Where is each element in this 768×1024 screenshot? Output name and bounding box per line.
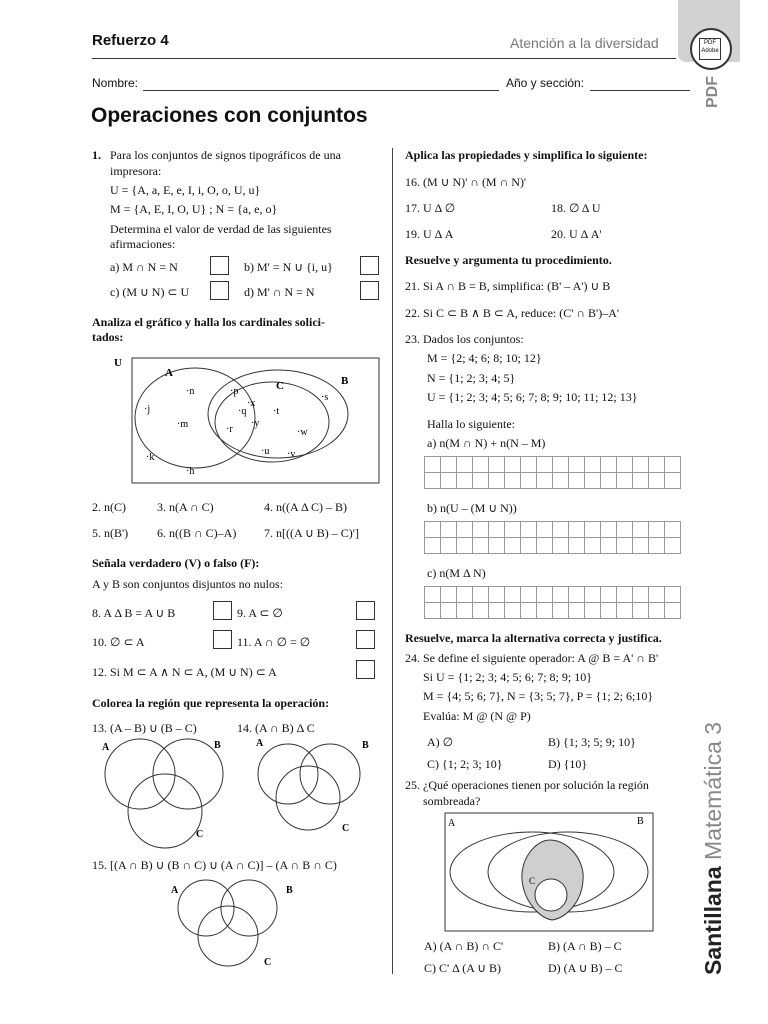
- q24-option-d[interactable]: D) {10}: [548, 757, 588, 771]
- q23-set-u: U = {1; 2; 3; 4; 5; 6; 7; 8; 9; 10; 11; 12; 13}: [427, 390, 638, 404]
- venn-elem-y: ·y: [251, 418, 260, 429]
- q23-a: a) n(M ∩ N) + n(N – M): [427, 436, 546, 450]
- venn-q14-label-b: B: [362, 740, 369, 751]
- venn-q13-c: [128, 774, 202, 848]
- nombre-label: Nombre:: [92, 76, 139, 90]
- pdf-icon-sub: Adobe: [701, 48, 719, 54]
- nombre-field[interactable]: [143, 90, 499, 91]
- q20: 20. U Δ A': [551, 227, 602, 241]
- q25-option-c[interactable]: C) C' Δ (A ∪ B): [424, 961, 502, 975]
- resuelve-heading: Resuelve y argumenta tu procedimiento.: [405, 253, 612, 267]
- venn-elem-p: ·p: [230, 386, 239, 397]
- venn-q15-label-c: C: [264, 957, 272, 968]
- q12-answer-box[interactable]: [356, 660, 375, 679]
- section-label: Atención a la diversidad: [510, 35, 659, 51]
- q23: 23. Dados los conjuntos:: [405, 332, 524, 346]
- q14: 14. (A ∩ B) Δ C: [237, 721, 315, 735]
- venn-elem-h: ·h: [186, 466, 195, 477]
- q1-line1: Para los conjuntos de signos tipográficos de una: [110, 148, 341, 162]
- venn-elem-m: ·m: [177, 419, 189, 430]
- venn-q15-b: [221, 880, 277, 936]
- q24-option-b[interactable]: B) {1; 3; 5; 9; 10}: [548, 735, 636, 749]
- venn-diagram-abc: [110, 352, 386, 490]
- q1-option-c: c) (M ∪ N) ⊂ U: [110, 285, 190, 299]
- q25-option-d[interactable]: D) (A ∪ B) – C: [548, 961, 623, 975]
- venn-q25-label-a: A: [448, 818, 456, 829]
- refuerzo-label: Refuerzo 4: [92, 32, 169, 49]
- q24-evalua: Evalúa: M @ (N @ P): [423, 709, 531, 723]
- q10-answer-box[interactable]: [213, 630, 232, 649]
- q23-halla: Halla lo siguiente:: [427, 417, 515, 431]
- q23-c: c) n(M Δ N): [427, 566, 486, 580]
- q24-option-c[interactable]: C) {1; 2; 3; 10}: [427, 757, 503, 771]
- q23-c-answer-grid[interactable]: [424, 586, 681, 619]
- venn-q15: [166, 876, 298, 970]
- q4: 4. n((A Δ C) – B): [264, 500, 348, 514]
- q21: 21. Si A ∩ B = B, simplifica: (B' – A') ∪ B: [405, 279, 611, 293]
- q23-b-answer-grid[interactable]: [424, 521, 681, 554]
- q1-a-answer-box[interactable]: [210, 256, 229, 275]
- q13: 13. (A – B) ∪ (B – C): [92, 721, 197, 735]
- pdf-side-label: PDF: [704, 76, 721, 108]
- q23-set-m: M = {2; 4; 6; 8; 10; 12}: [427, 351, 542, 365]
- q16: 16. (M ∪ N)' ∩ (M ∩ N)': [405, 175, 527, 189]
- venn-q13-label-a: A: [102, 742, 110, 753]
- venn-elem-x: ·x: [247, 398, 256, 409]
- venn-elem-v: ·v: [287, 449, 296, 460]
- venn-q25: [440, 810, 660, 934]
- venn-q15-a: [178, 880, 234, 936]
- q1-line2: impresora:: [110, 164, 162, 178]
- q10: 10. ∅ ⊂ A: [92, 635, 145, 649]
- venn-label-c: C: [276, 380, 284, 392]
- q23-a-answer-grid[interactable]: [424, 456, 681, 489]
- q23-set-n: N = {1; 2; 3; 4; 5}: [427, 371, 516, 385]
- venn-elem-w: ·w: [297, 427, 308, 438]
- q1-line6: afirmaciones:: [110, 237, 176, 251]
- venn-q14-c: [276, 766, 340, 830]
- anio-field[interactable]: [590, 90, 690, 91]
- q8: 8. A Δ B = A ∪ B: [92, 606, 176, 620]
- pdf-icon-label: PDF: [704, 40, 716, 46]
- q15: 15. [(A ∩ B) ∪ (B ∩ C) ∪ (A ∩ C)] – (A ∩ B ∩ C): [92, 858, 337, 872]
- q24-set-u: Si U = {1; 2; 3; 4; 5; 6; 7; 8; 9; 10}: [423, 670, 592, 684]
- colorea-heading: Colorea la región que representa la operación:: [92, 696, 330, 710]
- q1-d-answer-box[interactable]: [360, 281, 379, 300]
- q7: 7. n[((A ∪ B) – C)']: [264, 526, 359, 540]
- venn-q13-label-c: C: [196, 829, 204, 840]
- q25-line1: 25. ¿Qué operaciones tienen por solución la región: [405, 778, 649, 792]
- venn-q13: [96, 736, 232, 852]
- q1-option-a: a) M ∩ N = N: [110, 260, 178, 274]
- q9-answer-box[interactable]: [356, 601, 375, 620]
- venn-elem-r: ·r: [226, 424, 233, 435]
- q11-answer-box[interactable]: [356, 630, 375, 649]
- brand-logo: [700, 722, 727, 975]
- venn-q25-label-c: C: [529, 876, 536, 886]
- q3: 3. n(A ∩ C): [157, 500, 214, 514]
- venn-q14-label-c: C: [342, 823, 350, 834]
- q9: 9. A ⊂ ∅: [237, 606, 283, 620]
- q24: 24. Se define el siguiente operador: A @ B = A' ∩ B': [405, 651, 659, 665]
- q6: 6. n((B ∩ C)–A): [157, 526, 237, 540]
- q11: 11. A ∩ ∅ = ∅: [237, 635, 311, 649]
- venn-q15-label-a: A: [171, 885, 179, 896]
- aplica-heading: Aplica las propiedades y simplifica lo siguiente:: [405, 148, 648, 162]
- q8-answer-box[interactable]: [213, 601, 232, 620]
- q2: 2. n(C): [92, 500, 126, 514]
- page-title: Operaciones con conjuntos: [91, 104, 368, 127]
- venn-label-a: A: [165, 367, 173, 379]
- q1-sets-mn: M = {A, E, I, O, U} ; N = {a, e, o}: [110, 202, 278, 216]
- column-divider: [392, 148, 393, 974]
- q1-b-answer-box[interactable]: [360, 256, 379, 275]
- q5: 5. n(B'): [92, 526, 129, 540]
- q1-option-d: d) M' ∩ N = N: [244, 285, 315, 299]
- senala-heading: Señala verdadero (V) o falso (F):: [92, 556, 260, 570]
- q1-option-b: b) M' = N ∪ {i, u}: [244, 260, 333, 274]
- q22: 22. Si C ⊂ B ∧ B ⊂ A, reduce: (C' ∩ B')–A': [405, 306, 620, 320]
- venn-elem-t: ·t: [273, 406, 280, 417]
- venn-label-u: U: [114, 357, 122, 369]
- venn-q14-b: [300, 744, 360, 804]
- venn-q14: [252, 736, 378, 836]
- q23-b: b) n(U – (M ∪ N)): [427, 501, 517, 515]
- q19: 19. U Δ A: [405, 227, 454, 241]
- venn-label-b: B: [341, 375, 349, 387]
- venn-q25-label-b: B: [637, 816, 644, 827]
- q25-option-a[interactable]: A) (A ∩ B) ∩ C': [424, 939, 504, 953]
- venn-q13-label-b: B: [214, 740, 221, 751]
- venn-elem-k: ·k: [146, 452, 155, 463]
- venn-q14-label-a: A: [256, 738, 264, 749]
- q25-line2: sombreada?: [423, 794, 481, 808]
- q24-sets-mnp: M = {4; 5; 6; 7}, N = {3; 5; 7}, P = {1; 2; 6;10}: [423, 689, 654, 703]
- marca-heading: Resuelve, marca la alternativa correcta y justifica.: [405, 631, 662, 645]
- header-rule: [92, 58, 676, 59]
- disjuntos-text: A y B son conjuntos disjuntos no nulos:: [92, 577, 284, 591]
- analiza-line1: Analiza el gráfico y halla los cardinales solici-: [92, 315, 325, 329]
- venn-q25-c: [535, 879, 567, 911]
- venn-elem-j: ·j: [144, 404, 151, 415]
- q24-option-a[interactable]: A) ∅: [427, 735, 454, 749]
- venn-elem-u: ·u: [261, 446, 270, 457]
- q17: 17. U Δ ∅: [405, 201, 456, 215]
- brand-name: Santillana: [700, 866, 726, 975]
- q18: 18. ∅ Δ U: [551, 201, 601, 215]
- book-name: Matemática 3: [700, 721, 726, 860]
- pdf-icon[interactable]: [699, 38, 721, 60]
- venn-q15-label-b: B: [286, 885, 293, 896]
- analiza-line2: tados:: [92, 330, 124, 344]
- venn-elem-n: ·n: [186, 386, 195, 397]
- venn-elem-q: ·q: [238, 406, 247, 417]
- q1-line5: Determina el valor de verdad de las siguientes: [110, 222, 332, 236]
- q1-c-answer-box[interactable]: [210, 281, 229, 300]
- q1-number: 1.: [92, 148, 101, 162]
- venn-elem-s: ·s: [321, 392, 329, 403]
- q25-option-b[interactable]: B) (A ∩ B) – C: [548, 939, 622, 953]
- q12: 12. Si M ⊂ A ∧ N ⊂ A, (M ∪ N) ⊂ A: [92, 665, 277, 679]
- anio-label: Año y sección:: [506, 76, 585, 90]
- q1-set-u: U = {A, a, E, e, I, i, O, o, U, u}: [110, 183, 261, 197]
